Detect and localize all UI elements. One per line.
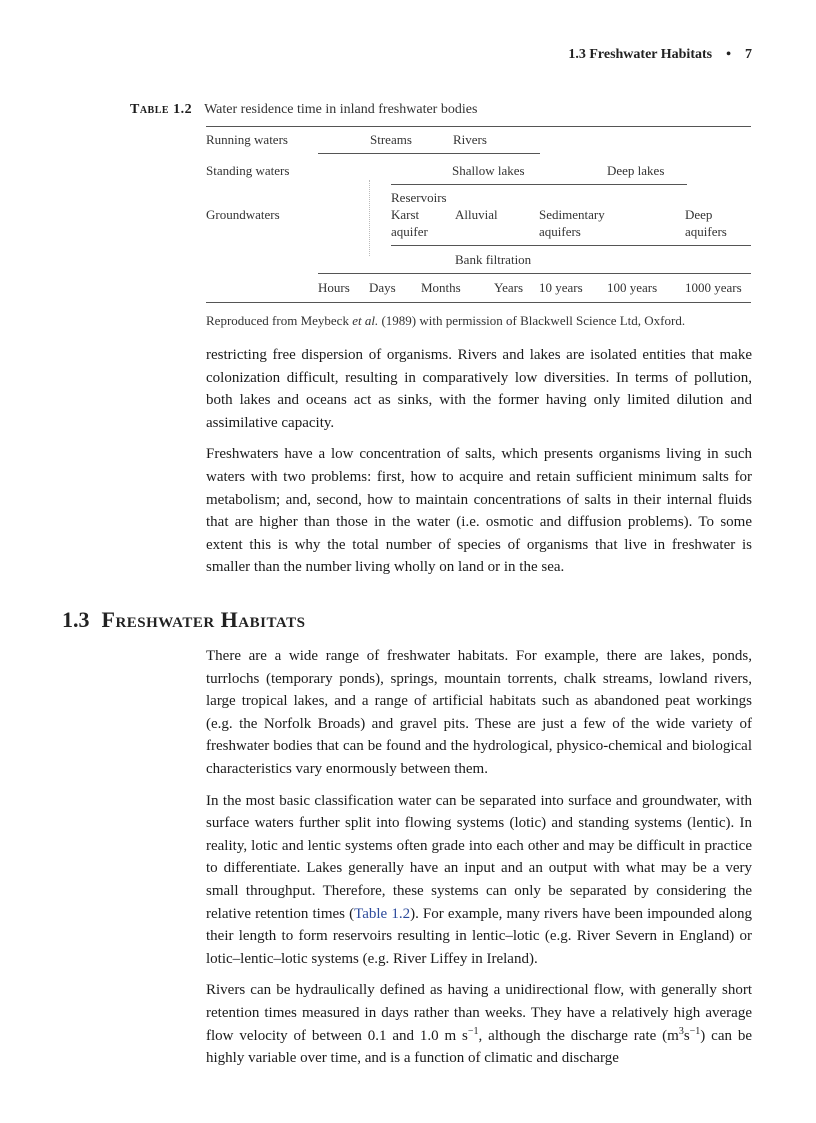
paragraph-5 xyxy=(206,979,752,1069)
timescale-years: Years xyxy=(494,280,524,295)
cell-karst-2: aquifer xyxy=(391,224,428,239)
table-top-rule xyxy=(206,126,751,127)
paragraph-4 xyxy=(206,790,752,971)
cell-sedimentary-2: aquifers xyxy=(539,224,581,239)
para5-sup3: −1 xyxy=(689,1025,701,1037)
timescale-10-years: 10 years xyxy=(539,280,583,295)
timescale-hours: Hours xyxy=(318,280,350,295)
cell-rivers: Rivers xyxy=(453,132,487,147)
row-label-running: Running waters xyxy=(206,132,288,147)
para5-a: Rivers can be hydraulically defined as having a unidirectional flow, with generally short retention times measured in days rather than weeks. They have a relatively high average flow velocity of between 0.1 and 1.0 m s xyxy=(206,982,752,1044)
cell-karst-1: Karst xyxy=(391,207,420,222)
para5-sup1: −1 xyxy=(467,1025,479,1037)
section-title: Freshwater Habitats xyxy=(101,607,306,632)
timescale-100-years: 100 years xyxy=(607,280,658,295)
paragraph-1: restricting free dispersion of organisms. Rivers and lakes are isolated entities that make colonization difficult, resulting in comparatively low diversities. In terms of pollution, both lakes and oceans act as sinks, with the former having only limited dilution and assimilative capacity. xyxy=(206,347,752,431)
cell-deep-1: Deep xyxy=(685,207,713,222)
dotted-guide xyxy=(369,180,370,256)
note-post: (1989) with permission of Blackwell Science Ltd, Oxford. xyxy=(378,313,686,328)
timescale-months: Months xyxy=(421,280,461,295)
cell-deep-lakes: Deep lakes xyxy=(607,163,665,178)
cell-alluvial: Alluvial xyxy=(455,207,498,222)
standing-range-bar xyxy=(391,184,687,185)
lower-body-text xyxy=(206,645,752,1079)
cell-reservoirs: Reservoirs xyxy=(391,190,447,205)
paragraph-2: Freshwaters have a low concentration of salts, which presents organisms living in such waters with two problems: first, how to acquire and retain sufficient minimum salts for metabolism; and, second, how to maintain concentrations of salts in their internal fluids that are higher than those in the water (i.e. osmotic and diffusion problems). To some extent this is why the total number of species of organisms that live in freshwater is smaller than the number living wholly on land or in the sea. xyxy=(206,446,752,576)
table-bottom-rule xyxy=(206,302,751,303)
upper-body-text xyxy=(206,344,752,588)
para5-d: ) can be highly variable over time, and is a function of climatic and discharge xyxy=(206,1027,753,1067)
note-etal: et al. xyxy=(352,313,379,328)
row-label-ground: Groundwaters xyxy=(206,207,280,222)
bank-range-bar xyxy=(318,273,751,274)
cell-bank-filtration: Bank filtration xyxy=(455,252,532,267)
residence-time-table xyxy=(206,0,751,310)
row-label-standing: Standing waters xyxy=(206,163,290,178)
table-1-2-link[interactable]: Table 1.2 xyxy=(354,905,411,922)
paragraph-3: There are a wide range of freshwater habitats. For example, there are lakes, ponds, turrlochs (temporary ponds), springs, mountain torrents, chalk streams, lowland rivers, large tropical lakes, and a range of artificial habitats such as abandoned peat workings (e.g. the Norfolk Broads) and gravel pits. These are just a few of the wide variety of freshwater bodies that can be found and the hydrological, physico-chemical and biological characteristics vary enormously between them. xyxy=(206,648,752,777)
table-title: Water residence time in inland freshwater bodies xyxy=(204,102,478,117)
para5-b: , although the discharge rate (m xyxy=(478,1027,679,1044)
cell-shallow-lakes: Shallow lakes xyxy=(452,163,525,178)
cell-deep-2: aquifers xyxy=(685,224,727,239)
para4-post: ). For example, many rivers have been impounded along their length to form reservoirs resulting in lentic–lotic (e.g. River Severn in England) or lotic–lentic–lotic systems (e.g. River Liffey in Ireland). xyxy=(206,905,752,967)
running-head-bullet: • xyxy=(726,47,731,62)
para4-pre: In the most basic classification water can be separated into surface and groundwater, with surface waters further split into flowing systems (lotic) and standing systems (lentic). In reality, lotic and lentic systems often grade into each other and may be difficult in practice to differentiate. Lakes generally have an input and an output with what may be a very small throughput. Therefore, these systems can only be separated by considering the relative retention times ( xyxy=(206,792,752,922)
table-label: Table 1.2 xyxy=(130,102,193,117)
running-range-bar xyxy=(318,153,540,154)
note-pre: Reproduced from Meybeck xyxy=(206,313,353,328)
ground-range-bar xyxy=(391,245,751,246)
cell-sedimentary-1: Sedimentary xyxy=(539,207,605,222)
section-heading xyxy=(62,607,305,633)
timescale-days: Days xyxy=(369,280,396,295)
timescale-1000-years: 1000 years xyxy=(685,280,742,295)
table-source-note xyxy=(206,313,685,329)
page-number: 7 xyxy=(745,47,752,62)
section-number: 1.3 xyxy=(62,607,90,632)
cell-streams: Streams xyxy=(370,132,412,147)
para5-sup2: 3 xyxy=(678,1025,684,1037)
para5-c: s xyxy=(683,1027,690,1044)
running-head-section: 1.3 Freshwater Habitats xyxy=(568,47,713,62)
